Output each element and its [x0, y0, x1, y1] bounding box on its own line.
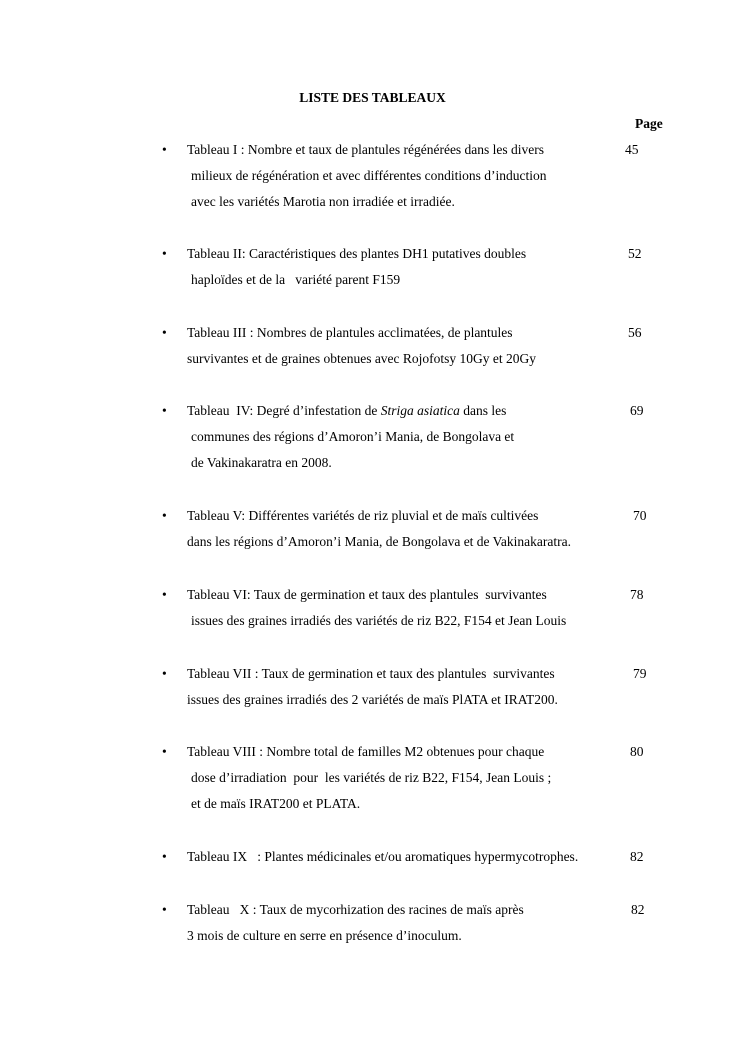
list-item-tableau-x — [0, 897, 745, 957]
entry-line-1: Tableau VIII : Nombre total de familles M2 obtenues pour chaque — [187, 744, 545, 759]
entry-line-1: Tableau VI: Taux de germination et taux des plantules survivantes — [187, 587, 547, 602]
page-column-label: Page — [635, 116, 663, 131]
entry-line-2: haploïdes et de la variété parent F159 — [191, 272, 401, 287]
list-item-tableau-v — [0, 503, 745, 563]
bullet-icon: • — [162, 246, 167, 261]
page-title: LISTE DES TABLEAUX — [299, 90, 446, 105]
entry-line-1: Tableau VII : Taux de germination et taux des plantules survivantes — [187, 666, 555, 681]
entry-line-1-text-end: dans les — [459, 403, 507, 418]
species-name: Striga asiatica — [380, 403, 460, 418]
entry-line-3: de Vakinakaratra en 2008. — [191, 455, 332, 470]
page-number: 79 — [633, 666, 647, 681]
page-number: 69 — [630, 403, 644, 418]
list-item-tableau-vii — [0, 661, 745, 721]
entry-line-2: issues des graines irradiés des variétés de riz B22, F154 et Jean Louis — [191, 613, 567, 628]
page-number: 80 — [630, 744, 644, 759]
bullet-icon: • — [162, 902, 167, 917]
list-item-tableau-vi — [0, 582, 745, 642]
page-number: 82 — [631, 902, 645, 917]
bullet-icon: • — [162, 325, 167, 340]
entry-line-2: dose d’irradiation pour les variétés de riz B22, F154, Jean Louis ; — [191, 770, 552, 785]
entry-line-2: milieux de régénération et avec différentes conditions d’induction — [191, 168, 547, 183]
entry-line-2: dans les régions d’Amoron’i Mania, de Bongolava et de Vakinakaratra. — [187, 534, 572, 549]
list-item-tableau-iii — [0, 320, 745, 380]
list-item-tableau-ix — [0, 844, 745, 904]
list-item-tableau-i — [0, 137, 745, 209]
entry-line-3: et de maïs IRAT200 et PLATA. — [191, 796, 361, 811]
page-number: 70 — [633, 508, 647, 523]
entry-line-1-text: Tableau IV: Degré d’infestation de — [187, 403, 381, 418]
bullet-icon: • — [162, 508, 167, 523]
entry-line-1: Tableau I : Nombre et taux de plantules régénérées dans les divers — [187, 142, 545, 157]
entry-line-3: avec les variétés Marotia non irradiée et irradiée. — [191, 194, 455, 209]
entry-line-1: Tableau IX : Plantes médicinales et/ou aromatiques hypermycotrophes. — [187, 849, 579, 864]
page-number: 78 — [630, 587, 644, 602]
page-number: 82 — [630, 849, 644, 864]
bullet-icon: • — [162, 744, 167, 759]
list-item-tableau-viii — [0, 739, 745, 811]
page-number: 52 — [628, 246, 642, 261]
bullet-icon: • — [162, 403, 167, 418]
entry-line-1: Tableau II: Caractéristiques des plantes DH1 putatives doubles — [187, 246, 527, 261]
entry-line-2: 3 mois de culture en serre en présence d’inoculum. — [187, 928, 462, 943]
page-number: 56 — [628, 325, 642, 340]
entry-line-2: communes des régions d’Amoron’i Mania, de Bongolava et — [191, 429, 515, 444]
list-item-tableau-iv — [0, 398, 745, 470]
entry-line-2: issues des graines irradiés des 2 variétés de maïs PlATA et IRAT200. — [187, 692, 558, 707]
entry-line-1: Tableau V: Différentes variétés de riz pluvial et de maïs cultivées — [187, 508, 539, 523]
list-item-tableau-ii — [0, 241, 745, 301]
bullet-icon: • — [162, 587, 167, 602]
page-number: 45 — [625, 142, 639, 157]
bullet-icon: • — [162, 849, 167, 864]
entry-line-1: Tableau III : Nombres de plantules acclimatées, de plantules — [187, 325, 513, 340]
bullet-icon: • — [162, 142, 167, 157]
entry-line-1 — [187, 398, 506, 424]
entry-line-1: Tableau X : Taux de mycorhization des racines de maïs après — [187, 902, 524, 917]
entry-line-2: survivantes et de graines obtenues avec Rojofotsy 10Gy et 20Gy — [187, 351, 537, 366]
bullet-icon: • — [162, 666, 167, 681]
